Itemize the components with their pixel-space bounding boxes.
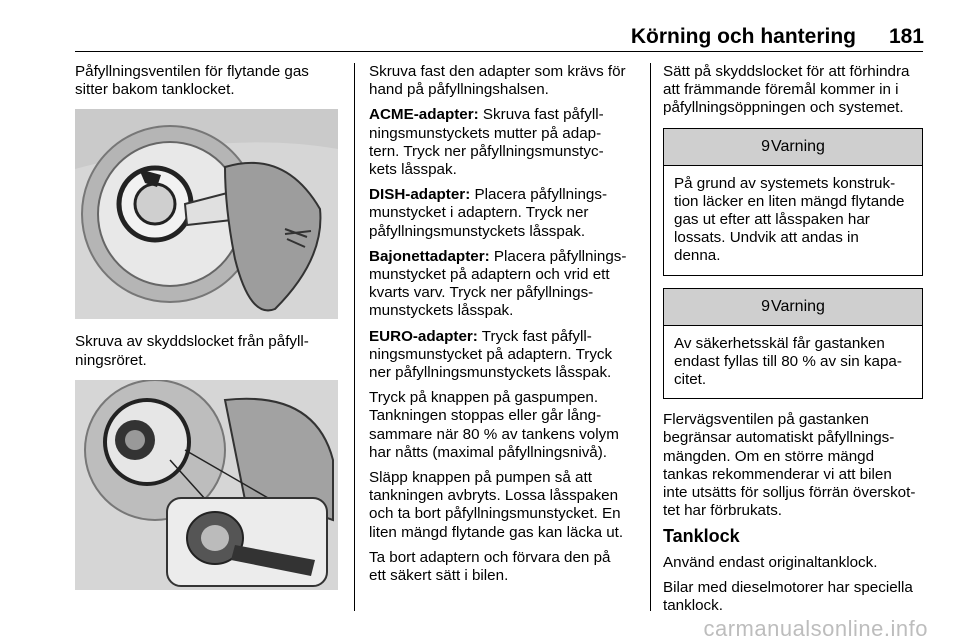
bayonet-adapter-paragraph: [369, 248, 639, 321]
column-2: [369, 63, 639, 592]
term-label: EURO-adapter:: [369, 327, 478, 345]
page-number: 181: [888, 25, 924, 48]
paragraph: Använd endast originaltanklock.: [663, 553, 878, 571]
term-description: Placera påfyllnings- munstycket på adaptern och vrid ett kvarts varv. Tryck ner påfyllnings- munstyckets låsspak.: [369, 247, 627, 320]
warning-title: Varning: [770, 297, 825, 315]
acme-adapter-paragraph: [369, 106, 639, 179]
term-description: Tryck fast påfyll- ningsmunstycket på adaptern. Tryck ner påfyllningsmunstyckets låsspak.: [369, 327, 613, 382]
term-label: DISH-adapter:: [369, 186, 471, 204]
warning-box: [663, 288, 923, 400]
chapter-title: Körning och hantering: [630, 25, 856, 48]
adapter-illustration: [75, 380, 338, 590]
term-label: ACME-adapter:: [369, 106, 479, 124]
column-divider-1: [354, 63, 355, 611]
paragraph: Skruva fast den adapter som krävs för hand på påfyllningshalsen.: [369, 63, 626, 99]
paragraph: Skruva av skyddslocket från påfyll- ningsröret.: [75, 333, 309, 369]
paragraph: Flervägsventilen på gastanken begränsar automatiskt påfyllnings- mängden. Om en större mängd tankas rekommenderar vi att bilen inte utsätts för solljus förrän överskot- tet har förbrukats.: [663, 411, 916, 520]
paragraph: Bilar med dieselmotorer har speciella tanklock.: [663, 578, 913, 615]
warning-text: Av säkerhetsskäl får gastanken endast fyllas till 80 % av sin kapa- citet.: [674, 334, 902, 389]
paragraph: Sätt på skyddslocket för att förhindra att främmande föremål kommer in i påfyllningsöppningen och systemet.: [663, 63, 910, 117]
euro-adapter-paragraph: [369, 328, 639, 383]
dish-adapter-paragraph: [369, 186, 639, 241]
warning-icon: 9: [761, 297, 770, 315]
column-divider-2: [650, 63, 651, 611]
section-heading: Tanklock: [663, 526, 740, 547]
column-3: [663, 63, 928, 622]
paragraph: Påfyllningsventilen för flytande gas sitter bakom tanklocket.: [75, 63, 309, 99]
warning-header: [664, 289, 922, 326]
term-label: Bajonettadapter:: [369, 247, 490, 265]
term-description: Placera påfyllnings- munstycket i adaptern. Tryck ner påfyllningsmunstyckets låsspak.: [369, 186, 608, 240]
warning-box: [663, 128, 923, 276]
warning-title: Varning: [770, 137, 825, 155]
header-rule: [75, 51, 923, 52]
fuel-filler-valve-illustration: [75, 109, 338, 319]
warning-icon: 9: [761, 137, 770, 155]
paragraph: Tryck på knappen på gaspumpen. Tankningen stoppas eller går lång- sammare när 80 % av tankens volym har nåtts (maximal påfyllningsnivå).: [369, 389, 619, 461]
warning-text: På grund av systemets konstruk- tion läcker en liten mängd flytande gas ut efter att låsspaken har lossats. Undvik att andas in denna.: [674, 174, 905, 265]
warning-header: [664, 129, 922, 166]
watermark: carmanualsonline.info: [703, 616, 928, 641]
term-description: Skruva fast påfyll- ningsmunstyckets mutter på adap- tern. Tryck ner påfyllningsmunstyc- kets låsspak.: [369, 106, 604, 179]
paragraph: Släpp knappen på pumpen så att tankningen avbryts. Lossa låsspaken och ta bort påfyllningsmunstycket. En liten mängd flytande gas kan läcka ut.: [369, 469, 624, 541]
column-1: [75, 63, 350, 604]
paragraph: Ta bort adaptern och förvara den på ett säkert sätt i bilen.: [369, 548, 611, 585]
